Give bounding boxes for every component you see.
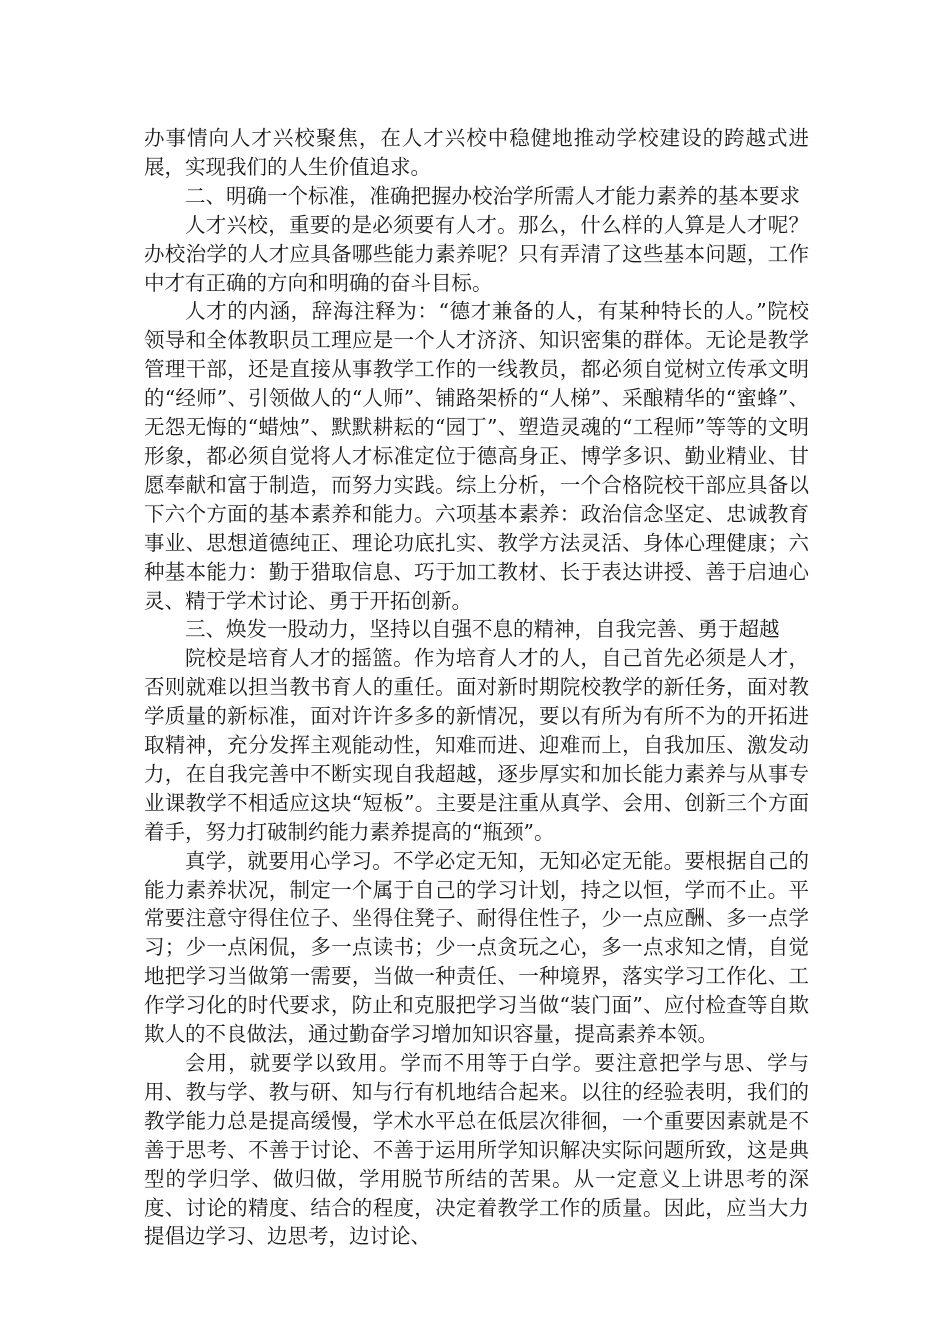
paragraph: 真学，就要用心学习。不学必定无知，无知必定无能。要根据自己的能力素养状况，制定一个属于自己的学习计划，持之以恒，学而不止。平常要注意守得住位子、坐得住凳子、耐得住性子，少一点应酬、多一点学习；少一点闲侃，多一点读书；少一点贪玩之心，多一点求知之情，自觉地把学习当做第一需要，当做一种责任、一种境界，落实学习工作化、工作学习化的时代要求，防止和克服把学习当做“装门面”、应付检查等自欺欺人的不良做法，通过勤奋学习增加知识容量，提高素养本领。 [144, 848, 809, 1047]
paragraph: 院校是培育人才的摇篮。作为培育人才的人，自己首先必须是人才，否则就难以担当教书育人的重任。面对新时期院校教学的新任务，面对教学质量的新标准，面对许许多多的新情况，要以有所为有所不为的开拓进取精神，充分发挥主观能动性，知难而进、迎难而上，自我加压、激发动力，在自我完善中不断实现自我超越，逐步厚实和加长能力素养与从事专业课教学不相适应这块“短板”。主要是注重从真学、会用、创新三个方面着手，努力打破制约能力素养提高的“瓶颈”。 [144, 646, 809, 844]
paragraph: 人才的内涵，辞海注释为：“德才兼备的人，有某种特长的人。”院校领导和全体教职员工理应是一个人才济济、知识密集的群体。无论是教学管理干部，还是直接从事教学工作的一线教员，都必须自觉树立传承文明的“经师”、引领做人的“人师”、铺路架桥的“人梯”、采酿精华的“蜜蜂”、无怨无悔的“蜡烛”、默默耕耘的“园丁”、塑造灵魂的“工程师”等等的文明形象，都必须自觉将人才标准定位于德高身正、博学多识、勤业精业、甘愿奉献和富于制造，而努力实践。综上分析，一个合格院校干部应具备以下六个方面的基本素养和能力。六项基本素养：政治信念坚定、忠诚教育事业、思想道德纯正、理论功底扎实、教学方法灵活、身体心理健康；六种基本能力：勤于猎取信息、巧于加工教材、长于表达讲授、善于启迪心灵、精于学术讨论、勇于开拓创新。 [144, 299, 809, 613]
section-heading-two: 二、明确一个标准，准确把握办校治学所需人才能力素养的基本要求 [185, 183, 800, 208]
paragraph: 人才兴校，重要的是必须要有人才。那么，什么样的人算是人才呢？办校治学的人才应具备哪些能力素养呢？只有弄清了这些基本问题，工作中才有正确的方向和明确的奋斗目标。 [144, 212, 809, 295]
document-page [144, 124, 809, 1251]
section-heading-three: 三、焕发一股动力，坚持以自强不息的精神，自我完善、勇于超越 [185, 617, 780, 642]
paragraph-continued: 办事情向人才兴校聚焦，在人才兴校中稳健地推动学校建设的跨越式进展，实现我们的人生价值追求。 [144, 126, 809, 179]
paragraph: 会用，就要学以致用。学而不用等于白学。要注意把学与思、学与用、教与学、教与研、知与行有机地结合起来。以往的经验表明，我们的教学能力总是提高缓慢，学术水平总在低层次徘徊，一个重要因素就是不善于思考、不善于讨论、不善于运用所学知识解决实际问题所致，这是典型的学归学、做归做，学用脱节所结的苦果。从一定意义上讲思考的深度、讨论的精度、结合的程度，决定着教学工作的质量。因此，应当大力提倡边学习、边思考，边讨论、 [144, 1051, 809, 1249]
